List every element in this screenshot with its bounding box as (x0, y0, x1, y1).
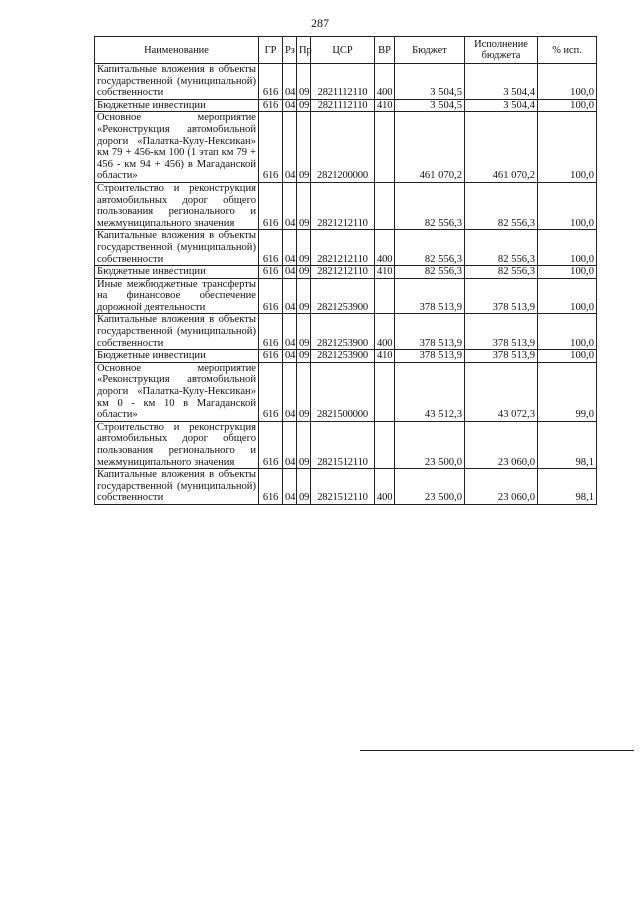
cell-budget: 3 504,5 (395, 99, 465, 112)
cell-gr: 616 (259, 314, 283, 350)
header-csr: ЦСР (311, 37, 375, 64)
cell-budget: 23 500,0 (395, 421, 465, 468)
cell-pr: 09 (297, 182, 311, 229)
cell-csr: 2821212110 (311, 230, 375, 266)
cell-gr: 616 (259, 182, 283, 229)
cell-rz: 04 (283, 314, 297, 350)
cell-execution: 3 504,4 (465, 64, 538, 100)
header-execution: Исполнение бюджета (465, 37, 538, 64)
cell-execution: 43 072,3 (465, 362, 538, 421)
table-row (95, 99, 597, 112)
cell-execution: 378 513,9 (465, 350, 538, 363)
cell-vr: 410 (375, 350, 395, 363)
cell-csr: 2821112110 (311, 99, 375, 112)
cell-rz: 04 (283, 230, 297, 266)
header-gr: ГР (259, 37, 283, 64)
cell-percent: 100,0 (538, 266, 597, 279)
cell-gr: 616 (259, 278, 283, 314)
cell-pr: 09 (297, 230, 311, 266)
table-row (95, 266, 597, 279)
cell-rz: 04 (283, 421, 297, 468)
cell-pr: 09 (297, 99, 311, 112)
cell-pr: 09 (297, 314, 311, 350)
cell-vr (375, 112, 395, 183)
cell-gr: 616 (259, 469, 283, 505)
cell-vr: 400 (375, 64, 395, 100)
footer-rule (360, 750, 634, 751)
cell-budget: 82 556,3 (395, 182, 465, 229)
cell-budget: 461 070,2 (395, 112, 465, 183)
cell-rz: 04 (283, 469, 297, 505)
cell-csr: 2821512110 (311, 421, 375, 468)
cell-name: Капитальные вложения в объекты государственной (муниципальной) собственности (95, 230, 259, 266)
cell-csr: 2821253900 (311, 278, 375, 314)
cell-rz: 04 (283, 266, 297, 279)
cell-gr: 616 (259, 99, 283, 112)
cell-csr: 2821253900 (311, 350, 375, 363)
cell-vr: 410 (375, 99, 395, 112)
cell-gr: 616 (259, 230, 283, 266)
cell-pr: 09 (297, 64, 311, 100)
page-number: 287 (311, 16, 329, 30)
cell-name: Основное мероприятие «Реконструкция автомобильной дороги «Палатка-Кулу-Нексикан» км 79 + 456-км 100 (1 этап км 79 + 456 - км 94 + 456) в Магаданской области» (95, 112, 259, 183)
cell-vr (375, 421, 395, 468)
cell-rz: 04 (283, 278, 297, 314)
cell-gr: 616 (259, 362, 283, 421)
cell-percent: 100,0 (538, 314, 597, 350)
header-percent: % исп. (538, 37, 597, 64)
cell-percent: 100,0 (538, 99, 597, 112)
table-row (95, 469, 597, 505)
cell-gr: 616 (259, 350, 283, 363)
cell-name: Бюджетные инвестиции (95, 350, 259, 363)
cell-execution: 378 513,9 (465, 278, 538, 314)
cell-vr (375, 362, 395, 421)
cell-vr (375, 278, 395, 314)
table-row (95, 362, 597, 421)
cell-gr: 616 (259, 421, 283, 468)
cell-percent: 100,0 (538, 278, 597, 314)
cell-rz: 04 (283, 182, 297, 229)
cell-name: Строительство и реконструкция автомобильных дорог общего пользования регионального и межмуниципального значения (95, 421, 259, 468)
cell-name: Бюджетные инвестиции (95, 99, 259, 112)
cell-rz: 04 (283, 112, 297, 183)
cell-csr: 2821253900 (311, 314, 375, 350)
budget-table (94, 36, 597, 505)
cell-pr: 09 (297, 350, 311, 363)
cell-percent: 98,1 (538, 469, 597, 505)
cell-percent: 98,1 (538, 421, 597, 468)
cell-budget: 378 513,9 (395, 278, 465, 314)
cell-vr: 400 (375, 469, 395, 505)
cell-percent: 100,0 (538, 350, 597, 363)
header-pr: Пр (297, 37, 311, 64)
cell-pr: 09 (297, 278, 311, 314)
cell-name: Капитальные вложения в объекты государственной (муниципальной) собственности (95, 314, 259, 350)
cell-execution: 82 556,3 (465, 182, 538, 229)
cell-execution: 82 556,3 (465, 230, 538, 266)
cell-percent: 100,0 (538, 64, 597, 100)
cell-budget: 378 513,9 (395, 314, 465, 350)
cell-budget: 3 504,5 (395, 64, 465, 100)
cell-percent: 100,0 (538, 230, 597, 266)
cell-name: Капитальные вложения в объекты государственной (муниципальной) собственности (95, 64, 259, 100)
cell-name: Бюджетные инвестиции (95, 266, 259, 279)
cell-percent: 100,0 (538, 182, 597, 229)
cell-percent: 100,0 (538, 112, 597, 183)
header-budget: Бюджет (395, 37, 465, 64)
cell-execution: 3 504,4 (465, 99, 538, 112)
table-row (95, 314, 597, 350)
cell-pr: 09 (297, 266, 311, 279)
table-row (95, 112, 597, 183)
table-row (95, 230, 597, 266)
cell-execution: 461 070,2 (465, 112, 538, 183)
cell-name: Строительство и реконструкция автомобильных дорог общего пользования регионального и межмуниципального значения (95, 182, 259, 229)
cell-name: Иные межбюджетные трансферты на финансовое обеспечение дорожной деятельности (95, 278, 259, 314)
cell-percent: 99,0 (538, 362, 597, 421)
cell-budget: 43 512,3 (395, 362, 465, 421)
cell-execution: 378 513,9 (465, 314, 538, 350)
cell-execution: 23 060,0 (465, 469, 538, 505)
cell-pr: 09 (297, 421, 311, 468)
cell-rz: 04 (283, 362, 297, 421)
cell-csr: 2821112110 (311, 64, 375, 100)
cell-budget: 23 500,0 (395, 469, 465, 505)
cell-rz: 04 (283, 99, 297, 112)
cell-name: Основное мероприятие «Реконструкция автомобильной дороги «Палатка-Кулу-Нексикан» км 0 - км 10 в Магаданской области» (95, 362, 259, 421)
cell-budget: 82 556,3 (395, 230, 465, 266)
cell-budget: 82 556,3 (395, 266, 465, 279)
cell-pr: 09 (297, 112, 311, 183)
cell-vr: 400 (375, 230, 395, 266)
cell-gr: 616 (259, 266, 283, 279)
cell-execution: 23 060,0 (465, 421, 538, 468)
cell-gr: 616 (259, 112, 283, 183)
cell-vr: 410 (375, 266, 395, 279)
cell-pr: 09 (297, 469, 311, 505)
cell-pr: 09 (297, 362, 311, 421)
cell-vr: 400 (375, 314, 395, 350)
cell-gr: 616 (259, 64, 283, 100)
header-rz: Рз (283, 37, 297, 64)
cell-vr (375, 182, 395, 229)
cell-csr: 2821212110 (311, 182, 375, 229)
table-row (95, 350, 597, 363)
table-row (95, 278, 597, 314)
table-row (95, 421, 597, 468)
cell-csr: 2821512110 (311, 469, 375, 505)
table-row (95, 64, 597, 100)
header-name: Наименование (95, 37, 259, 64)
cell-name: Капитальные вложения в объекты государственной (муниципальной) собственности (95, 469, 259, 505)
cell-budget: 378 513,9 (395, 350, 465, 363)
cell-rz: 04 (283, 64, 297, 100)
header-row (95, 37, 597, 64)
cell-csr: 2821500000 (311, 362, 375, 421)
cell-csr: 2821212110 (311, 266, 375, 279)
cell-rz: 04 (283, 350, 297, 363)
cell-execution: 82 556,3 (465, 266, 538, 279)
header-vr: ВР (375, 37, 395, 64)
cell-csr: 2821200000 (311, 112, 375, 183)
table-row (95, 182, 597, 229)
